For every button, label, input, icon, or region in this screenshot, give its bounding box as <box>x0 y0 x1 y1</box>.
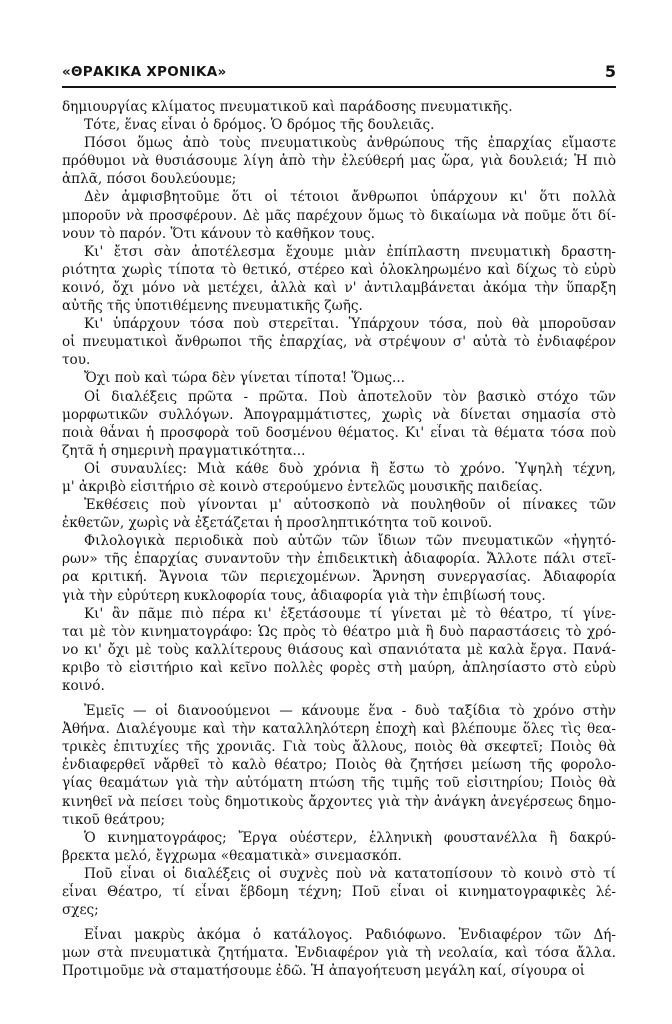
text-line: Ὁ κινηματογράφος; Ἔργα οὐέστερν, ἑλληνικὴ φουστανέλλα ἢ δακρύ- <box>84 829 616 846</box>
text-line: γίας θεαμάτων γιὰ τὴν αὐτόματη πτώση τῆς τιμῆς τοῦ εἰσιτηρίου; Ποιὸς θὰ <box>62 775 616 792</box>
paragraph <box>62 532 616 604</box>
text-line: πρόθυμοι νὰ θυσιάσουμε λίγη ἀπὸ τὴν ἐλεύθερή μας ὥρα, γιὰ δουλειά; Ἡ πιὸ <box>62 153 616 170</box>
paragraph <box>62 188 616 242</box>
text-line: βρεκτα μελό, ἔγχρωμα «θεαματικὰ» σινεμασκόπ. <box>62 847 402 864</box>
text-line: νουν τὸ παρόν. Ὅτι κάνουν τὸ καθῆκον τους. <box>62 225 375 242</box>
text-line: αὐτῆς τῆς ὑποτιθέμενης πνευματικῆς ζωῆς. <box>62 298 363 315</box>
text-line: Δὲν ἀμφισβητοῦμε ὅτι οἱ τέτοιοι ἄνθρωποι ὑπάρχουν κι' ὅτι πολλὰ <box>84 189 616 206</box>
text-line: Κι' ὑπάρχουν τόσα ποὺ στερεῖται. Ὑπάρχουν τόσα, ποὺ θὰ μποροῦσαν <box>84 316 616 333</box>
paragraph <box>62 926 616 980</box>
text-line: Ἐμεῖς — οἱ διανοούμενοι — κάνουμε ἕνα - δυὸ ταξίδια τὸ χρόνο στὴν <box>84 703 616 720</box>
text-line: Ὄχι ποὺ καὶ τώρα δὲν γίνεται τίποτα! Ὅμως... <box>84 370 405 387</box>
text-line: εἶναι Θέατρο, τί εἶναι ἕβδομη τέχνη; Ποῦ εἶναι οἱ κινηματογραφικὲς λέ- <box>62 884 616 901</box>
text-line: Φιλολογικὰ περιοδικὰ ποὺ αὐτῶν τῶν ἴδιων τῶν πνευματικῶν «ἠγητό- <box>84 533 616 550</box>
text-line: κοινό, ὄχι μόνο νὰ μετέχει, ἀλλὰ καὶ ν' ἀντιλαμβάνεται ἀκόμα τὴν ὕπαρξη <box>62 279 616 296</box>
text-line: ρα κριτική. Ἄγνοια τῶν περιεχομένων. Ἄρνηση συνεργασίας. Ἀδιαφορία <box>62 569 616 586</box>
text-line: δημιουργίας κλίματος πνευματικοῦ καὶ παράδοσης πνευματικῆς. <box>62 99 513 115</box>
text-line: ριότητα χωρὶς τίποτα τὸ θετικό, στέρεο καὶ ὁλοκληρωμένο καὶ δίχως τὸ εὐρὺ <box>62 261 616 278</box>
text-line: κινηθεῖ νὰ πείσει τοὺς δημοτικοὺς ἄρχοντες γιὰ τὴν ἀνάγκη ἀνεγέρσεως δημο- <box>62 793 616 810</box>
text-line: ποιὰ θἆναι ἡ προσφορὰ τοῦ δοσμένου θέματος. Κι' εἶναι τὰ θέματα τόσα ποὺ <box>62 424 616 441</box>
text-line: Τότε, ἕνας εἶναι ὁ δρόμος. Ὁ δρόμος τῆς δουλειᾶς. <box>84 117 435 134</box>
text-line: Ἐκθέσεις ποὺ γίνονται μ' αὐτοσκοπὸ νὰ πουληθοῦν οἱ πίνακες τῶν <box>84 497 616 514</box>
text-line: ἐνδιαφερθεῖ νἄρθεῖ τὸ καλὸ θέατρο; Ποιὸς θὰ ζητήσει μείωση τῆς φορολο- <box>62 757 616 774</box>
article-body <box>62 98 616 981</box>
paragraph <box>62 388 616 460</box>
text-line: Οἱ διαλέξεις πρῶτα - πρῶτα. Ποὺ ἀποτελοῦν τὸν βασικὸ στόχο τῶν <box>84 388 616 405</box>
paragraph <box>62 829 616 865</box>
paragraph <box>62 605 616 695</box>
journal-title: «ΘΡΑΚΙΚΑ ΧΡΟΝΙΚΑ» <box>62 64 227 80</box>
text-line: Ποῦ εἶναι οἱ διαλέξεις οἱ συχνὲς ποὺ νὰ κατατοπίσουν τὸ κοινὸ στὸ τί <box>84 865 616 882</box>
text-line: του. <box>62 352 91 369</box>
paragraph <box>62 369 616 387</box>
paragraph <box>62 134 616 188</box>
paragraph <box>62 243 616 315</box>
text-line: τικοῦ θεάτρου; <box>62 811 166 828</box>
text-line: τρικὲς ἐπιτυχίες τῆς χρονιᾶς. Γιὰ τοὺς ἄλλους, ποιὸς θὰ σκεφτεῖ; Ποιὸς θὰ <box>62 739 616 756</box>
paragraph <box>62 496 616 532</box>
text-line: κριβο τὸ εἰσιτήριο καὶ κεῖνο πολλὲς φορὲς στὴ μαύρη, ἀπλησίαστο στὸ εὐρὺ <box>62 659 616 676</box>
page-number: 5 <box>604 62 616 81</box>
text-line: Εἶναι μακρὺς ἀκόμα ὁ κατάλογος. Ραδιόφωνο. Ἐνδιαφέρον τῶν Δή- <box>84 927 616 944</box>
text-line: σχες; <box>62 902 99 919</box>
text-line: κοινό. <box>62 678 105 694</box>
text-line: οἱ πνευματικοὶ ἄνθρωποι τῆς ἐπαρχίας, νὰ στρέψουν σ' αὐτὰ τὸ ἐνδιαφέρον <box>62 334 616 351</box>
text-line: ἁπλᾶ, πόσοι δουλεύουμε; <box>62 171 237 188</box>
text-line: Κι' ἂν πᾶμε πιὸ πέρα κι' ἐξετάσουμε τί γίνεται μὲ τὸ θέατρο, τί γίνε- <box>84 605 616 622</box>
text-line: Πόσοι ὅμως ἀπὸ τοὺς πνευματικοὺς ἀνθρώπους τῆς ἐπαρχίας εἴμαστε <box>84 135 616 152</box>
paragraph <box>62 116 616 134</box>
text-line: Οἱ συναυλίες: Μιὰ κάθε δυὸ χρόνια ἢ ἔστω τὸ χρόνο. Ὑψηλὴ τέχνη, <box>84 460 616 477</box>
text-line: Κι' ἔτσι σὰν ἀποτέλεσμα ἔχουμε μιὰν ἐπίπλαστη πνευματικὴ δραστη- <box>84 243 616 260</box>
paragraph <box>62 460 616 496</box>
text-line: Ἀθήνα. Διαλέγουμε καὶ τὴν καταλληλότερη ἐποχὴ καὶ βλέπουμε ὅλες τὶς θεα- <box>62 721 616 738</box>
text-line: ἐκθετῶν, χωρὶς νὰ ἐξετάζεται ἡ προσληπτικότητα τοῦ κοινοῦ. <box>62 515 493 532</box>
text-line: ζητᾶ ἡ σημερινὴ πραγματικότητα... <box>62 442 306 459</box>
text-line: ρων» τῆς ἐπαρχίας συναντοῦν τὴν ἐπιδεικτικὴ ἀδιαφορία. Ἄλλοτε πάλι στεῖ- <box>62 551 616 568</box>
text-line: μων στὰ πνευματικὰ ζητήματα. Ἐνδιαφέρον γιὰ τὴ νεολαία, καὶ τόσα ἄλλα. <box>62 945 616 962</box>
text-line: νο κι' ὄχι μὲ τοὺς καλλίτερους θιάσους καὶ σπανιότατα μὲ καλὰ ἔργα. Πανά- <box>62 641 616 658</box>
text-line: μποροῦν νὰ προσφέρουν. Δὲ μᾶς παρέχουν ὅμως τὸ δικαίωμα νὰ ποῦμε ὅτι δί- <box>62 207 616 224</box>
paragraph <box>62 98 616 116</box>
text-line: γιὰ τὴν εὐρύτερη κυκλοφορία τους, ἀδιαφορία γιὰ τὴν ἐπιβίωσή τους. <box>62 587 546 604</box>
running-header <box>62 64 616 88</box>
paragraph-spacer <box>62 919 616 926</box>
text-line: Προτιμοῦμε νὰ σταματήσουμε ἐδῶ. Ἡ ἀπαγοήτευση μεγάλη καί, σίγουρα οἱ <box>62 963 586 980</box>
paragraph <box>62 315 616 369</box>
text-line: μ' ἀκριβὸ εἰσιτήριο σὲ κοινὸ στερούμενο ἐντελῶς μουσικῆς παιδείας. <box>62 478 543 495</box>
text-line: μορφωτικῶν συλλόγων. Ἀπογραμμάτιστες, χωρὶς νὰ δίνεται σημασία στὸ <box>62 406 616 423</box>
paragraph-spacer <box>62 695 616 702</box>
paragraph <box>62 865 616 919</box>
paragraph <box>62 702 616 829</box>
text-line: ται μὲ τὸν κινηματογράφο: Ὡς πρὸς τὸ θέατρο μιὰ ἢ δυὸ παραστάσεις τὸ χρό- <box>62 623 616 640</box>
